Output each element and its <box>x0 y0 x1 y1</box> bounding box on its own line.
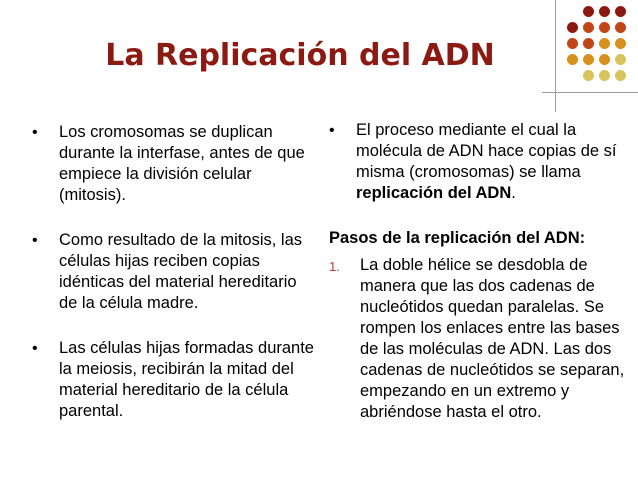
decorative-dot <box>615 38 626 49</box>
bullet-text: Como resultado de la mitosis, las células hijas reciben copias idénticas del material hereditario de la célula madre. <box>59 231 303 312</box>
decorative-dot <box>567 22 578 33</box>
decorative-dot <box>615 22 626 33</box>
bullet-text-end: . <box>511 184 516 202</box>
step-item <box>329 255 625 423</box>
bullet-icon: • <box>32 232 38 249</box>
decorative-dot <box>615 70 626 81</box>
slide-title: La Replicación del ADN <box>105 38 495 73</box>
step-text: La doble hélice se desdobla de manera que las dos cadenas de nucleótidos quedan paralelas. Se rompen los enlaces entre las bases de las moléculas de ADN. Las dos cadenas de nucleótidos se separan, empezando en un extremo y abriéndose hasta el otro. <box>360 256 625 421</box>
bullet-text: El proceso mediante el cual la molécula de ADN hace copias de sí misma (cromosomas) se llama <box>356 121 617 181</box>
bullet-text: Las células hijas formadas durante la meiosis, recibirán la mitad del material hereditario de la célula parental. <box>59 339 314 420</box>
decorative-dot <box>615 54 626 65</box>
bullet-bold-term: replicación del ADN <box>356 184 512 202</box>
decorative-dot <box>599 6 610 17</box>
left-column <box>32 122 314 422</box>
decorative-dot <box>599 38 610 49</box>
step-number: 1. <box>329 259 340 274</box>
decorative-dot <box>599 54 610 65</box>
decorative-dot <box>583 22 594 33</box>
decorative-dot <box>599 70 610 81</box>
decorative-dot <box>583 6 594 17</box>
bullet-icon: • <box>329 122 335 139</box>
bullet-item <box>32 122 314 206</box>
bullet-item <box>329 120 625 204</box>
bullet-icon: • <box>32 340 38 357</box>
bullet-item <box>32 338 314 422</box>
bullet-text: Los cromosomas se duplican durante la interfase, antes de que empiece la división celular (mitosis). <box>59 123 305 204</box>
bullet-icon: • <box>32 124 38 141</box>
bullet-item <box>32 230 314 314</box>
right-column <box>329 120 625 423</box>
steps-heading: Pasos de la replicación del ADN: <box>329 229 586 247</box>
decorative-dot <box>615 6 626 17</box>
decorative-dot <box>599 22 610 33</box>
